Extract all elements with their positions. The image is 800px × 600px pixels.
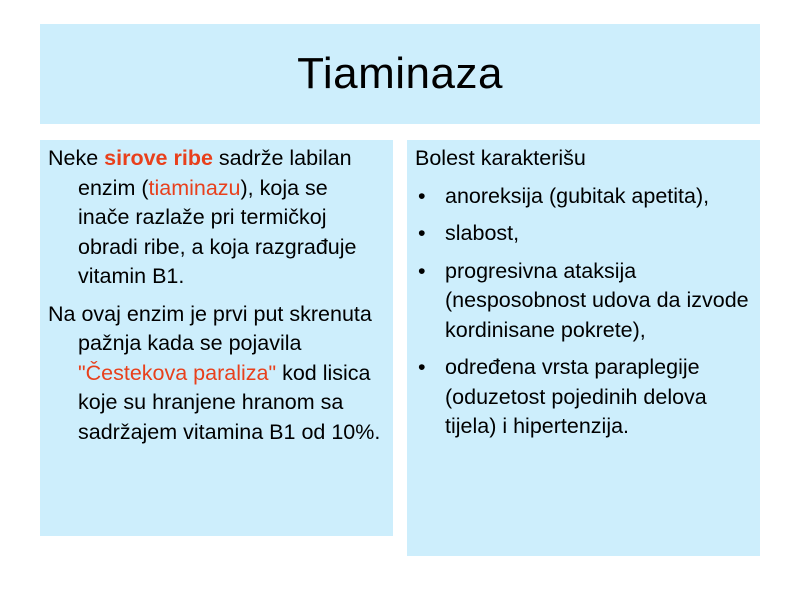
title-box bbox=[40, 24, 760, 124]
highlight-chastek-paralysis: "Čestekova paraliza" bbox=[78, 360, 277, 385]
p2-text-1: Na ovaj enzim je prvi put skrenuta pažnja kada se pojavila bbox=[48, 301, 372, 355]
paragraph-enzyme-description bbox=[48, 144, 385, 292]
paragraph-chastek-paralysis bbox=[48, 300, 385, 448]
slide-title: Tiaminaza bbox=[297, 49, 503, 98]
highlight-thiaminase: tiaminazu bbox=[148, 175, 241, 200]
bullet-icon: • bbox=[418, 258, 426, 283]
list-item-text: određena vrsta paraplegije (oduzetost pojedinih delova tijela) i hipertenzija. bbox=[445, 355, 707, 438]
p1-text-1: Neke bbox=[48, 146, 105, 170]
list-item bbox=[415, 353, 752, 442]
p1-text-2: sadrže labilan enzim ( bbox=[78, 146, 352, 200]
highlight-raw-fish: sirove ribe bbox=[104, 146, 213, 170]
bullet-icon: • bbox=[418, 183, 426, 208]
left-text-panel bbox=[40, 140, 393, 536]
bullet-icon: • bbox=[418, 355, 426, 379]
p1-text-3: ), koja se inače razlaže pri termičkoj obradi ribe, a koja razgrađuje vitamin B1. bbox=[78, 175, 357, 288]
symptoms-heading: Bolest karakterišu bbox=[415, 146, 586, 170]
bullet-icon: • bbox=[418, 221, 426, 245]
list-item bbox=[415, 182, 752, 212]
list-item-text: anoreksija (gubitak apetita), bbox=[445, 183, 710, 208]
list-item bbox=[415, 219, 752, 249]
list-item-text: progresivna ataksija (nesposobnost udova da izvode kordinisane pokrete), bbox=[445, 258, 749, 342]
list-item bbox=[415, 257, 752, 346]
list-item-text: slabost, bbox=[445, 221, 520, 245]
p2-text-2: kod lisica koje su hranjene hranom sa sadržajem vitamina B1 od 10%. bbox=[78, 360, 381, 444]
symptoms-list bbox=[415, 182, 752, 442]
right-text-panel bbox=[407, 140, 760, 556]
